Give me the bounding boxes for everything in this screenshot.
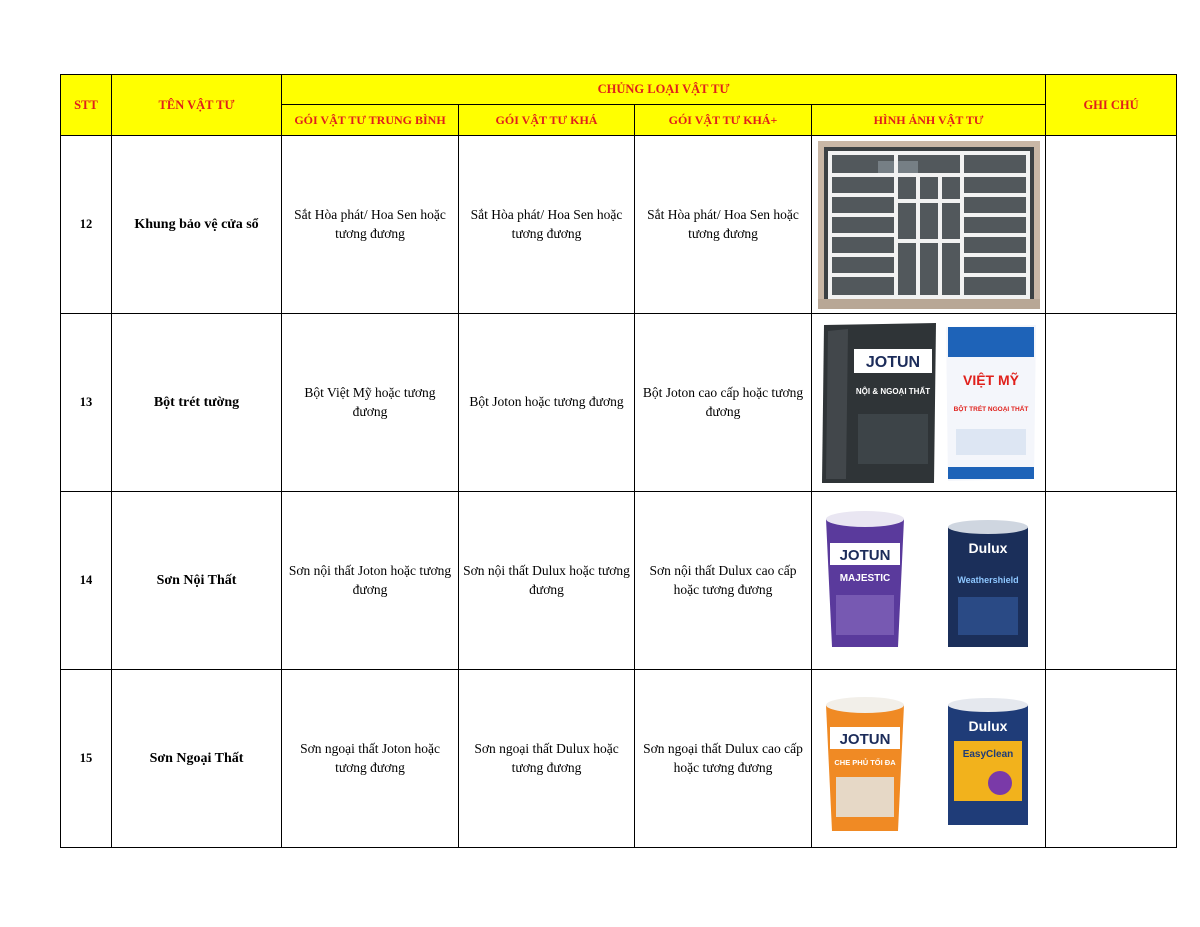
jotun-product-text: MAJESTIC [839,572,890,584]
header-package-good-plus: GÓI VẬT TƯ KHÁ+ [635,105,812,136]
row-package-good: Sơn ngoại thất Dulux hoặc tương đương [459,670,635,848]
dulux-logo-text: Dulux [968,539,1007,556]
vietmy-product-text: BỘT TRÉT NGOẠI THẤT [953,405,1028,413]
jotun-logo-text: JOTUN [839,730,890,748]
header-package-average: GÓI VẬT TƯ TRUNG BÌNH [282,105,459,136]
dulux-product-text: EasyClean [962,748,1013,760]
row-material-name: Sơn Nội Thất [112,492,282,670]
row-material-image [812,492,1046,670]
row-stt: 14 [61,492,112,670]
row-stt: 12 [61,136,112,314]
vietmy-logo-text: VIỆT MỸ [962,371,1019,388]
row-package-good-plus: Sắt Hòa phát/ Hoa Sen hoặc tương đương [635,136,812,314]
table-row [61,314,1177,492]
header-package-good: GÓI VẬT TƯ KHÁ [459,105,635,136]
row-material-image [812,314,1046,492]
row-package-average: Sắt Hòa phát/ Hoa Sen hoặc tương đương [282,136,459,314]
row-package-good: Bột Joton hoặc tương đương [459,314,635,492]
table-row [61,492,1177,670]
header-stt: STT [61,75,112,136]
table-row [61,136,1177,314]
row-package-good-plus: Sơn nội thất Dulux cao cấp hoặc tương đương [635,492,812,670]
row-note [1046,492,1177,670]
row-material-image [812,136,1046,314]
row-package-good-plus: Sơn ngoại thất Dulux cao cấp hoặc tương đương [635,670,812,848]
row-package-good-plus: Bột Joton cao cấp hoặc tương đương [635,314,812,492]
row-material-name: Khung bảo vệ cửa sổ [112,136,282,314]
materials-table [60,74,1177,848]
header-note: GHI CHÚ [1046,75,1177,136]
jotun-product-text: CHE PHỦ TỐI ĐA [833,757,896,767]
row-package-average: Bột Việt Mỹ hoặc tương đương [282,314,459,492]
exterior-paint-image [818,675,1040,843]
jotun-logo-text: JOTUN [839,546,890,564]
header-material-type: CHỦNG LOẠI VẬT TƯ [282,75,1046,105]
row-stt: 13 [61,314,112,492]
row-note [1046,670,1177,848]
row-material-image [812,670,1046,848]
row-material-name: Sơn Ngoại Thất [112,670,282,848]
row-note [1046,136,1177,314]
jotun-product-text: NỘI & NGOẠI THẤT [855,386,930,396]
row-package-average: Sơn nội thất Joton hoặc tương đương [282,492,459,670]
putty-bags-image [818,319,1040,487]
row-material-name: Bột trét tường [112,314,282,492]
row-package-average: Sơn ngoại thất Joton hoặc tương đương [282,670,459,848]
header-name: TÊN VẬT TƯ [112,75,282,136]
dulux-logo-text: Dulux [968,717,1007,734]
table-row [61,670,1177,848]
row-note [1046,314,1177,492]
header-material-image: HÌNH ẢNH VẬT TƯ [812,105,1046,136]
row-package-good: Sơn nội thất Dulux hoặc tương đương [459,492,635,670]
window-grille-image [818,141,1040,309]
dulux-product-text: Weathershield [956,574,1019,585]
row-package-good: Sắt Hòa phát/ Hoa Sen hoặc tương đương [459,136,635,314]
jotun-logo-text: JOTUN [865,353,920,371]
row-stt: 15 [61,670,112,848]
interior-paint-image [818,497,1040,665]
